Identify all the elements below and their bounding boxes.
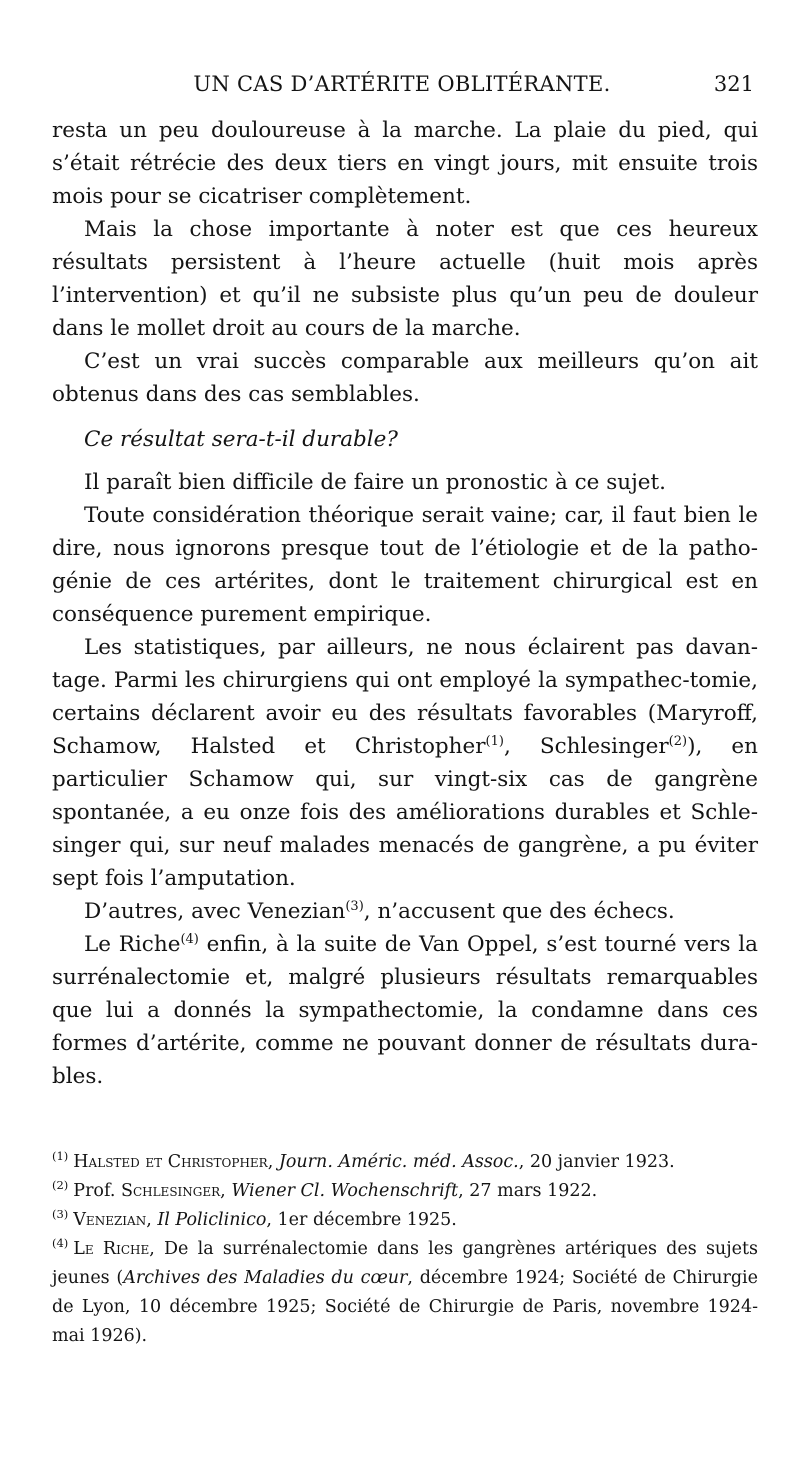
footnote-4-text-b: , décembre 1924; Société de Chirurgie de Lyon, 10 décembre 1925; Société de Chirurgie de Paris, novembre 1924-mai 1926). — [52, 1268, 758, 1346]
footnote-3-date: , 1er décembre 1925. — [266, 1210, 457, 1230]
page-number: 321 — [713, 72, 754, 96]
footnote-ref-1[interactable]: (1) — [485, 733, 504, 749]
paragraph-6 — [52, 631, 758, 895]
paragraph-1: resta un peu douloureuse à la marche. La plaie du pied, qui s’était rétrécie des deux tiers en vingt jours, mit ensuite trois mois pour se cicatriser complètement. — [52, 118, 758, 209]
footnote-4 — [52, 1235, 758, 1351]
paragraph-4: Il paraît bien difficile de faire un pronostic à ce sujet. — [84, 470, 666, 495]
footnote-2-author: Schlesinger — [120, 1181, 221, 1201]
footnote-4-text-a: , De la surrénalectomie dans les gangrènes artériques des sujets jeunes ( — [52, 1239, 758, 1288]
footnote-2-journal: Wiener Cl. Wochenschrift — [231, 1181, 459, 1201]
footnote-2: $^{(2)}$ Prof. Schlesinger, Wiener Cl. Wochenschrift, 27 mars 1922. — [52, 1178, 598, 1201]
paragraph-8 — [52, 928, 758, 1093]
footnote-3-journal: Il Policlinico — [157, 1210, 267, 1230]
footnote-2-prefix: Prof. — [73, 1181, 121, 1201]
footnote-1-journal: Journ. Améric. méd. Assoc. — [278, 1152, 519, 1172]
paragraph-5: Toute considération théorique serait vaine; car, il faut bien le dire, nous ignorons presque tout de l’étiologie et de la patho-génie de ces artérites, dont le traitement chirurgical est en conséquence purement empirique. — [52, 503, 758, 627]
body-text — [52, 114, 758, 1093]
paragraph-7 — [52, 895, 758, 928]
footnote-3-mark: (3) — [52, 1207, 69, 1222]
paragraph-3: C’est un vrai succès comparable aux meilleurs qu’on ait obtenus dans des cas semblables. — [52, 349, 758, 407]
footnote-2-date: , 27 mars 1922. — [458, 1181, 598, 1201]
paragraph-7-text-b: , n’accusent que des échecs. — [363, 899, 675, 924]
footnote-2-mark: (2) — [52, 1178, 69, 1193]
footnote-ref-3[interactable]: (3) — [345, 898, 364, 914]
footnote-1: $^{(1)}$ Halsted et Christopher, Journ. Améric. méd. Assoc., 20 janvier 1923. — [52, 1149, 675, 1172]
footnote-1-authors: Halsted et Christopher — [73, 1152, 268, 1172]
page-header — [50, 72, 754, 112]
footnote-ref-4[interactable]: (4) — [180, 931, 199, 947]
paragraph-6-text-c: ), en particulier Schamow qui, sur vingt-six cas de gangrène spontanée, a eu onze fois des améliorations durables et Schle-singer qui, sur neuf malades menacés de gangrène, a pu éviter sept fois l’amputation. — [52, 734, 759, 891]
paragraph-6-text-a: Les statistiques, par ailleurs, ne nous éclairent pas davan-tage. Parmi les chirurgiens qui ont employé la sympathec-tomie, certains déclarent avoir eu des résultats favorables (Maryroff, Schamow, Halsted et Christopher — [52, 635, 758, 759]
running-title: UN CAS D’ARTÉRITE OBLITÉRANTE. — [193, 72, 611, 96]
paragraph-8-text-a: Le Riche — [84, 932, 181, 957]
paragraph-2: Mais la chose importante à noter est que ces heureux résultats persistent à l’heure actuelle (huit mois après l’intervention) et qu’il ne subsiste plus qu’un peu de douleur dans le mollet droit au cours de la marche. — [52, 217, 758, 341]
footnote-3-author: Venezian — [73, 1210, 147, 1230]
paragraph-6-text-b: , Schlesinger — [503, 734, 669, 759]
footnote-4-journal: Archives des Maladies du cœur — [123, 1268, 408, 1288]
paragraph-8-text-b: enfin, à la suite de Van Oppel, s’est tourné vers la surrénalectomie et, malgré plusieurs résultats remarquables que lui a donnés la sympathectomie, la condamne dans ces formes d’artérite, comme ne pouvant donner de résultats dura-bles. — [52, 932, 758, 1089]
footnote-1-date: , 20 janvier 1923. — [518, 1152, 675, 1172]
footnote-4-mark: (4) — [52, 1236, 69, 1251]
paragraph-7-text-a: D’autres, avec Venezian — [84, 899, 346, 924]
footnote-3: $^{(3)}$ Venezian, Il Policlinico, 1er décembre 1925. — [52, 1207, 457, 1230]
section-subheading: Ce résultat sera-t-il durable? — [84, 427, 398, 452]
footnote-4-author: Le Riche — [73, 1239, 150, 1259]
footnotes — [52, 1148, 758, 1351]
footnote-1-mark: (1) — [52, 1149, 69, 1164]
footnote-ref-2[interactable]: (2) — [668, 733, 688, 749]
